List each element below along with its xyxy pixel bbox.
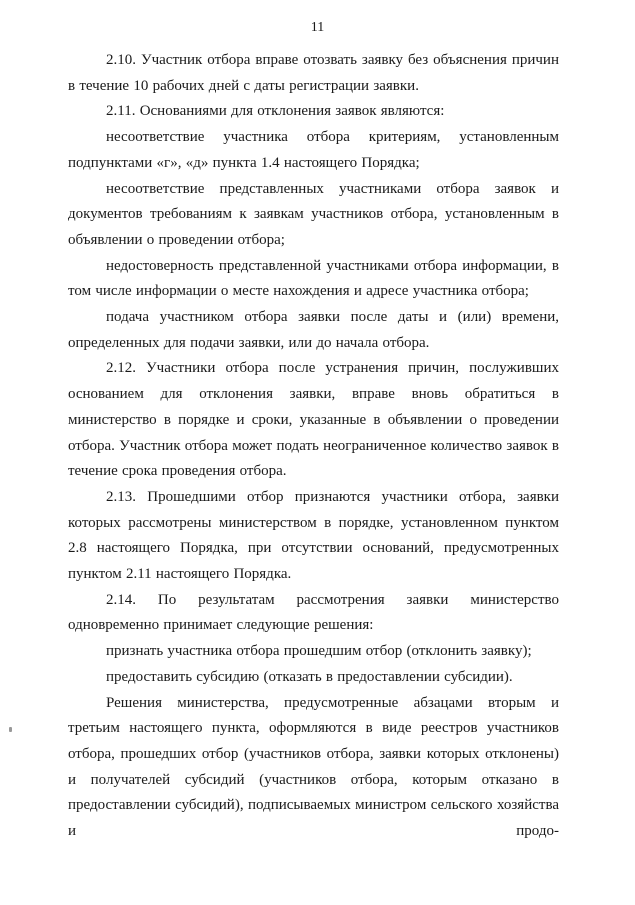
paragraph-2-13: 2.13. Прошедшими отбор признаются участники отбора, заявки которых рассмотрены министерством в порядке, установленном пунктом 2.8 настоящего Порядка, при отсутствии оснований, предусмотренных пунктом 2.11 настоящего Порядка. bbox=[68, 488, 559, 583]
paragraph-decision-subsidy: предоставить субсидию (отказать в предоставлении субсидии). bbox=[106, 668, 513, 685]
paragraph-2-12: 2.12. Участники отбора после устранения причин, послуживших основанием для отклонения заявки, вправе вновь обратиться в министерство в порядке и сроки, указанные в объявлении о проведении отбора. Участник отбора может подать неограниченное количество заявок в течение срока проведения отбора. bbox=[68, 360, 559, 480]
paragraph-2-14: 2.14. По результатам рассмотрения заявки министерство одновременно принимает следующие решения: bbox=[68, 591, 559, 634]
page-number: 11 bbox=[310, 20, 325, 35]
paragraph-unreliable-info: недостоверность представленной участниками отбора информации, в том числе информации о месте нахождения и адресе участника отбора; bbox=[68, 257, 559, 300]
paragraph-criteria-mismatch: несоответствие участника отбора критериям, установленным подпунктами «г», «д» пункта 1.4 настоящего Порядка; bbox=[68, 129, 559, 171]
paragraph-registries: Решения министерства, предусмотренные абзацами вторым и третьим настоящего пункта, оформляются в виде реестров участников отбора, прошедших отбор (участников отбора, заявки которых отклонены) и получателей субсидий (участников отбора, которым отказано в предоставлении субсидий), подписываемых министром сельского хозяйства и продо- bbox=[68, 694, 559, 840]
scan-artifact bbox=[9, 727, 12, 732]
paragraph-requirements-mismatch: несоответствие представленных участниками отбора заявок и документов требованиям к заявкам участников отбора, установленным в объявлении о проведении отбора; bbox=[68, 180, 559, 248]
paragraph-2-10: 2.10. Участник отбора вправе отозвать заявку без объяснения причин в течение 10 рабочих дней с даты регистрации заявки. bbox=[68, 52, 559, 94]
paragraph-decision-approve: признать участника отбора прошедшим отбор (отклонить заявку); bbox=[106, 643, 532, 660]
paragraph-late-submission: подача участником отбора заявки после даты и (или) времени, определенных для подачи заявки, или до начала отбора. bbox=[68, 309, 559, 351]
document-body bbox=[68, 48, 559, 845]
paragraph-2-11: 2.11. Основаниями для отклонения заявок являются: bbox=[106, 103, 445, 120]
